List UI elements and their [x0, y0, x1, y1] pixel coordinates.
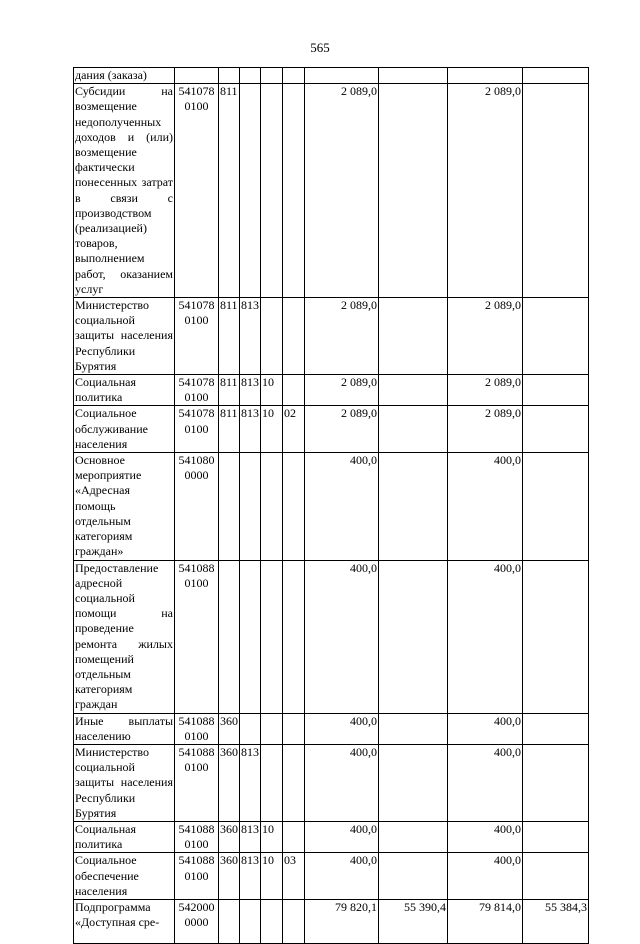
amount-4-cell — [523, 560, 589, 713]
amount-4-cell — [523, 744, 589, 821]
ministry-code-cell: 813 — [240, 821, 261, 852]
target-article-cell: 541078 0100 — [175, 375, 219, 406]
amount-3-cell: 400,0 — [448, 560, 523, 713]
subsection-cell — [283, 375, 305, 406]
subsection-cell — [283, 899, 305, 943]
table-row — [74, 744, 589, 821]
ministry-code-cell — [240, 453, 261, 560]
amount-2-cell — [379, 84, 448, 298]
expense-type-cell: 811 — [219, 298, 240, 375]
amount-3-cell: 400,0 — [448, 821, 523, 852]
amount-2-cell — [379, 853, 448, 900]
target-article-cell: 541088 0100 — [175, 821, 219, 852]
section-cell — [261, 453, 283, 560]
amount-1-cell: 400,0 — [305, 744, 379, 821]
section-cell: 10 — [261, 821, 283, 852]
amount-4-cell — [523, 453, 589, 560]
expense-type-cell: 811 — [219, 375, 240, 406]
amount-4-cell — [523, 853, 589, 900]
target-article-cell: 541088 0100 — [175, 713, 219, 744]
subsection-cell — [283, 84, 305, 298]
amount-2-cell — [379, 560, 448, 713]
amount-1-cell — [305, 68, 379, 84]
amount-3-cell: 2 089,0 — [448, 84, 523, 298]
ministry-code-cell: 813 — [240, 375, 261, 406]
amount-2-cell — [379, 375, 448, 406]
expense-type-cell — [219, 899, 240, 943]
amount-1-cell: 2 089,0 — [305, 298, 379, 375]
amount-3-cell: 79 814,0 — [448, 899, 523, 943]
table-row — [74, 821, 589, 852]
amount-2-cell: 55 390,4 — [379, 899, 448, 943]
row-name-cell: Иные выплаты населению — [75, 713, 173, 743]
expense-type-cell — [219, 453, 240, 560]
ministry-code-cell: 813 — [240, 298, 261, 375]
ministry-code-cell — [240, 899, 261, 943]
amount-3-cell: 400,0 — [448, 713, 523, 744]
section-cell — [261, 560, 283, 713]
amount-2-cell — [379, 406, 448, 453]
ministry-code-cell — [240, 560, 261, 713]
section-cell — [261, 899, 283, 943]
subsection-cell: 02 — [283, 406, 305, 453]
target-article-cell: 542000 0000 — [175, 899, 219, 943]
expense-type-cell: 811 — [219, 84, 240, 298]
amount-3-cell: 400,0 — [448, 853, 523, 900]
amount-3-cell: 2 089,0 — [448, 298, 523, 375]
row-name-cell: Подпрограмма «Доступная сре- — [74, 899, 175, 943]
section-cell — [261, 744, 283, 821]
amount-1-cell: 400,0 — [305, 560, 379, 713]
table-row — [74, 375, 589, 406]
row-name-cell: Социальная политика — [74, 375, 175, 406]
amount-1-cell: 2 089,0 — [305, 84, 379, 298]
section-cell: 10 — [261, 853, 283, 900]
ministry-code-cell — [240, 713, 261, 744]
amount-4-cell — [523, 406, 589, 453]
amount-3-cell: 2 089,0 — [448, 375, 523, 406]
subsection-cell — [283, 68, 305, 84]
row-name-cell: Министерство социальной защиты населения Республики Бурятия — [75, 298, 173, 373]
amount-4-cell — [523, 713, 589, 744]
table-row — [74, 68, 589, 84]
amount-2-cell — [379, 713, 448, 744]
table-row — [74, 406, 589, 453]
table-row — [74, 84, 589, 298]
target-article-cell: 541088 0100 — [175, 853, 219, 900]
target-article-cell: 541078 0100 — [175, 298, 219, 375]
amount-1-cell: 79 820,1 — [305, 899, 379, 943]
amount-1-cell: 400,0 — [305, 853, 379, 900]
table-row — [74, 298, 589, 375]
ministry-code-cell: 813 — [240, 744, 261, 821]
amount-2-cell — [379, 744, 448, 821]
row-name-cell: Субсидии на возмещение недополученных доходов и (или) возмещение фактически понесенных затрат в связи с производством (реализацией) товаров, выполнением работ, оказанием услуг — [75, 84, 173, 296]
section-cell: 10 — [261, 406, 283, 453]
expense-type-cell: 360 — [219, 713, 240, 744]
expense-type-cell: 360 — [219, 821, 240, 852]
amount-3-cell: 400,0 — [448, 744, 523, 821]
table-row — [74, 560, 589, 713]
amount-2-cell — [379, 298, 448, 375]
row-name-cell: Предоставление адресной социальной помощи на проведение ремонта жилых помещений отдельным категориям граждан — [75, 560, 173, 712]
amount-2-cell — [379, 453, 448, 560]
subsection-cell — [283, 713, 305, 744]
amount-4-cell — [523, 68, 589, 84]
amount-1-cell: 2 089,0 — [305, 375, 379, 406]
amount-1-cell: 400,0 — [305, 453, 379, 560]
subsection-cell — [283, 453, 305, 560]
amount-4-cell — [523, 298, 589, 375]
row-name-cell: Социальная политика — [74, 821, 175, 852]
section-cell: 10 — [261, 375, 283, 406]
amount-1-cell: 400,0 — [305, 821, 379, 852]
expense-type-cell — [219, 68, 240, 84]
subsection-cell: 03 — [283, 853, 305, 900]
row-name-cell: Социальное обеспечение населения — [74, 853, 175, 900]
amount-2-cell — [379, 68, 448, 84]
target-article-cell — [175, 68, 219, 84]
ministry-code-cell — [240, 84, 261, 298]
section-cell — [261, 84, 283, 298]
amount-4-cell: 55 384,3 — [523, 899, 589, 943]
section-cell — [261, 713, 283, 744]
amount-4-cell — [523, 84, 589, 298]
amount-3-cell — [448, 68, 523, 84]
target-article-cell: 541080 0000 — [175, 453, 219, 560]
page-number: 565 — [310, 40, 330, 55]
amount-2-cell — [379, 821, 448, 852]
target-article-cell: 541078 0100 — [175, 84, 219, 298]
expense-type-cell: 360 — [219, 744, 240, 821]
subsection-cell — [283, 560, 305, 713]
table-row — [74, 713, 589, 744]
amount-4-cell — [523, 375, 589, 406]
expense-type-cell: 360 — [219, 853, 240, 900]
row-name-cell: Социальное обслуживание населения — [74, 406, 175, 453]
target-article-cell: 541088 0100 — [175, 560, 219, 713]
subsection-cell — [283, 298, 305, 375]
amount-3-cell: 2 089,0 — [448, 406, 523, 453]
row-name-cell: Министерство социальной защиты населения Республики Бурятия — [75, 744, 173, 820]
table-row — [74, 853, 589, 900]
subsection-cell — [283, 744, 305, 821]
target-article-cell: 541078 0100 — [175, 406, 219, 453]
ministry-code-cell: 813 — [240, 853, 261, 900]
amount-4-cell — [523, 821, 589, 852]
table-row — [74, 453, 589, 560]
amount-3-cell: 400,0 — [448, 453, 523, 560]
ministry-code-cell — [240, 68, 261, 84]
budget-table — [73, 67, 589, 944]
row-name-cell: дания (заказа) — [74, 68, 175, 84]
amount-1-cell: 400,0 — [305, 713, 379, 744]
row-name-cell: Основное мероприятие «Адресная помощь отдельным категориям граждан» — [74, 453, 175, 560]
section-cell — [261, 68, 283, 84]
section-cell — [261, 298, 283, 375]
subsection-cell — [283, 821, 305, 852]
table-row — [74, 899, 589, 943]
expense-type-cell: 811 — [219, 406, 240, 453]
amount-1-cell: 2 089,0 — [305, 406, 379, 453]
expense-type-cell — [219, 560, 240, 713]
ministry-code-cell: 813 — [240, 406, 261, 453]
target-article-cell: 541088 0100 — [175, 744, 219, 821]
